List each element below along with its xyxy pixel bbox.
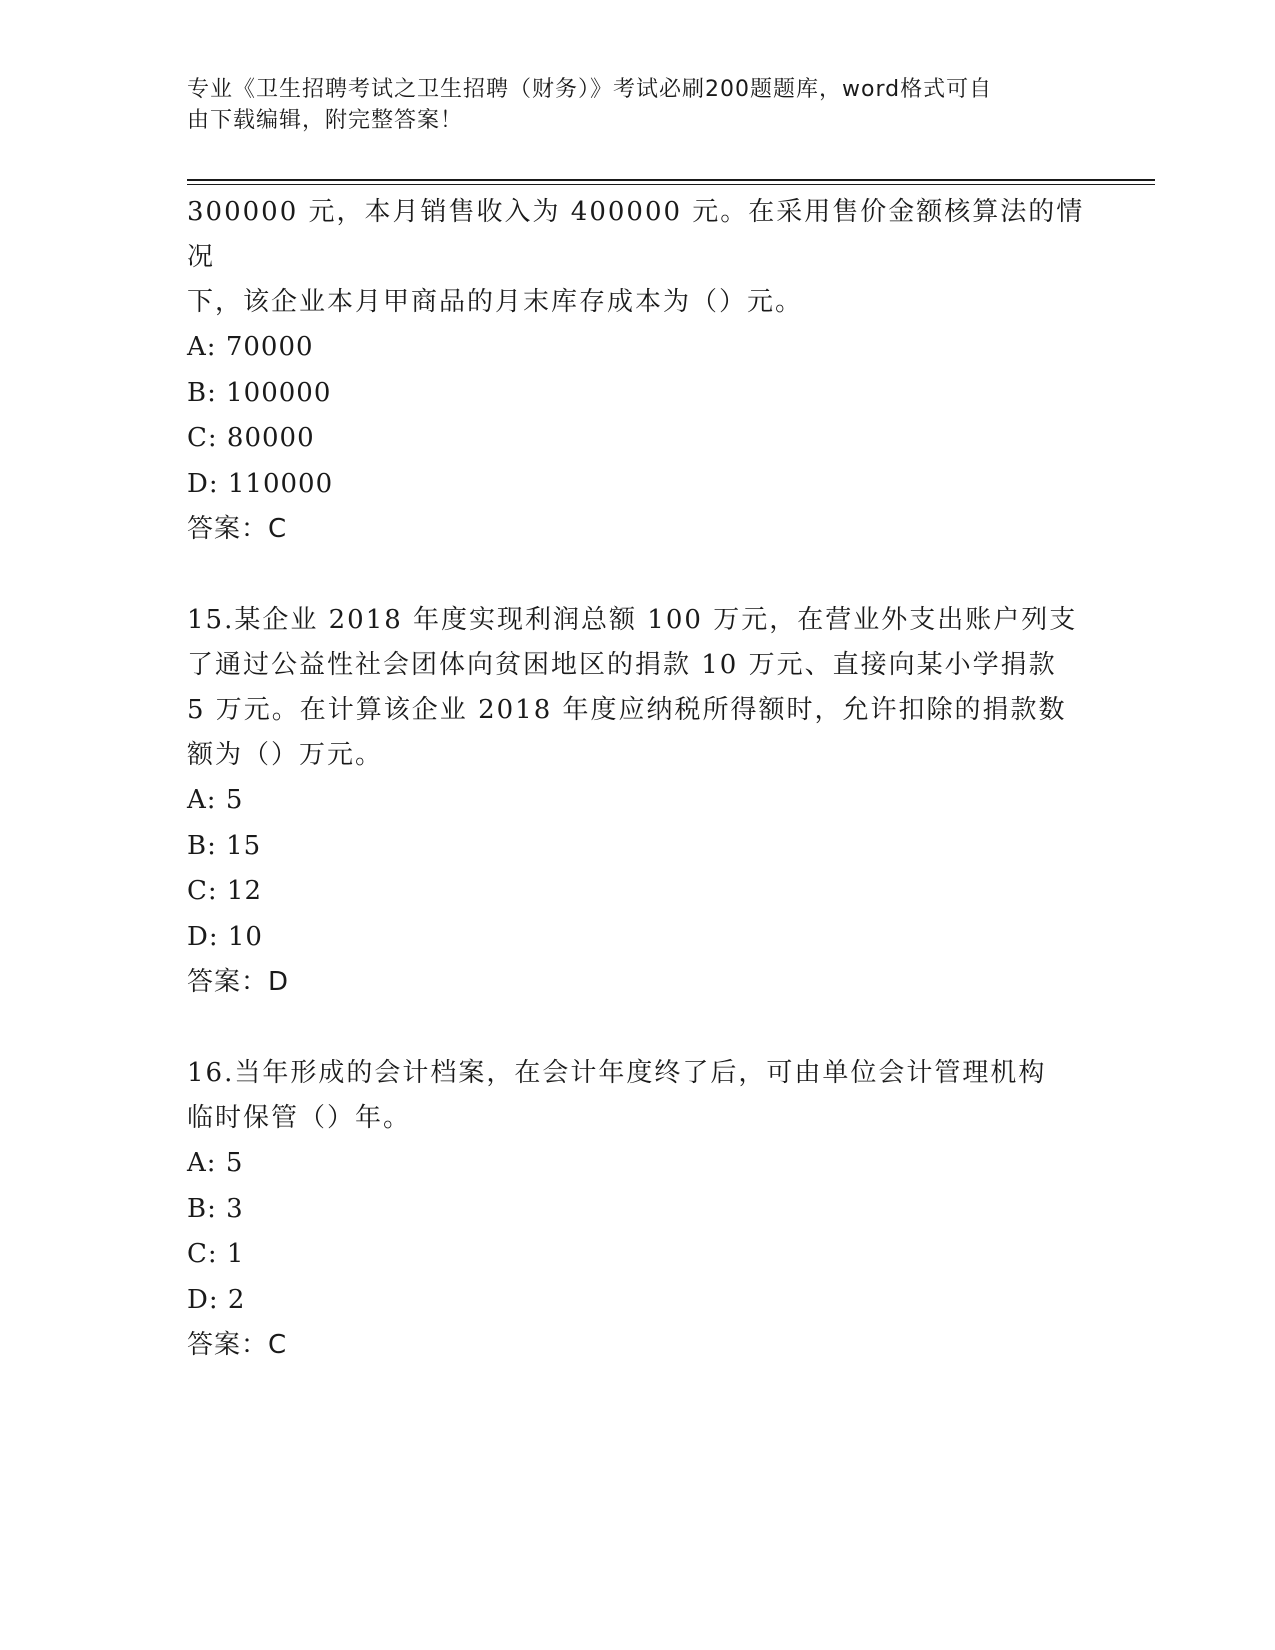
option-key: A: <box>187 332 217 362</box>
option-value: 100000 <box>226 377 332 408</box>
question-line: 5 万元。在计算该企业 2018 年度应纳税所得额时，允许扣除的捐款数 <box>187 695 1067 725</box>
option-key: A: <box>187 785 217 815</box>
option-key: C: <box>187 876 218 906</box>
question-line: 16.当年形成的会计档案，在会计年度终了后，可由单位会计管理机构 <box>187 1058 1047 1088</box>
option-value: 70000 <box>225 332 314 362</box>
option-a <box>187 778 1087 824</box>
question-list <box>187 190 1087 1368</box>
option-key: B: <box>187 1193 217 1224</box>
header-divider-thin <box>187 184 1155 185</box>
answer-line: 答案：D <box>187 967 290 997</box>
header-divider-thick <box>187 179 1155 181</box>
option-a <box>187 325 1087 371</box>
option-key: D: <box>187 1284 219 1315</box>
option-value: 110000 <box>227 468 334 499</box>
option-d <box>187 1278 1087 1324</box>
option-key: C: <box>187 1239 218 1269</box>
option-value: 12 <box>226 876 263 906</box>
option-key: B: <box>187 377 217 408</box>
question-line: 了通过公益性社会团体向贫困地区的捐款 10 万元、直接向某小学捐款 <box>187 650 1057 680</box>
question-block <box>187 190 1087 552</box>
header-line-2: 由下载编辑，附完整答案！ <box>187 108 464 133</box>
answer-line: 答案：C <box>187 1330 288 1360</box>
document-header <box>187 74 1067 136</box>
option-key: B: <box>187 830 217 861</box>
question-line: 临时保管（）年。 <box>187 1103 412 1133</box>
option-b <box>187 371 1087 417</box>
option-key: A: <box>187 1148 217 1178</box>
option-value: 10 <box>227 921 263 952</box>
option-b <box>187 824 1087 870</box>
option-value: 15 <box>226 830 262 861</box>
option-c <box>187 1232 1087 1278</box>
option-a <box>187 1141 1087 1187</box>
option-value: 1 <box>226 1239 245 1269</box>
option-key: D: <box>187 921 219 952</box>
option-value: 2 <box>227 1284 246 1315</box>
option-key: C: <box>187 423 218 453</box>
option-value: 5 <box>225 785 244 815</box>
option-d <box>187 462 1087 508</box>
option-key: D: <box>187 468 219 499</box>
option-c <box>187 869 1087 915</box>
question-block <box>187 1051 1087 1368</box>
answer-line: 答案：C <box>187 514 288 544</box>
option-value: 5 <box>225 1148 244 1178</box>
question-block <box>187 598 1087 1005</box>
question-line: 下，该企业本月甲商品的月末库存成本为（）元。 <box>187 287 804 317</box>
question-line: 额为（）万元。 <box>187 740 384 770</box>
question-line: 300000 元，本月销售收入为 400000 元。在采用售价金额核算法的情况 <box>187 197 1085 272</box>
question-line: 15.某企业 2018 年度实现利润总额 100 万元，在营业外支出账户列支 <box>187 605 1078 635</box>
option-c <box>187 416 1087 462</box>
option-value: 3 <box>226 1193 244 1224</box>
option-d <box>187 915 1087 961</box>
header-line-1: 专业《卫生招聘考试之卫生招聘（财务）》考试必刷200题题库，word格式可自 <box>187 77 993 102</box>
option-value: 80000 <box>226 423 315 453</box>
option-b <box>187 1187 1087 1233</box>
